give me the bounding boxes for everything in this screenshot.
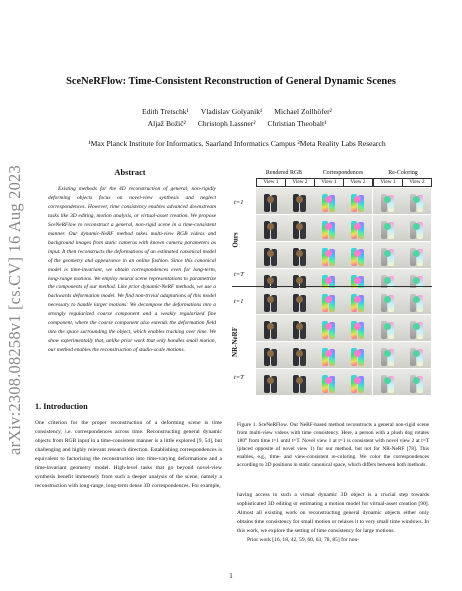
author: Christian Theobalt¹ [267, 118, 327, 128]
author: Vladislav Golyanik¹ [200, 107, 263, 116]
figure-cell-rgb [256, 342, 285, 368]
figure-cell-rgb [285, 188, 314, 214]
figure-cell-rgb [256, 288, 285, 314]
figure-cell-recol [402, 215, 431, 241]
plush-dog-shape [267, 323, 274, 330]
figure-col-head-recolor: Re-Coloring [388, 170, 418, 176]
figure-cell-corr [314, 188, 343, 214]
plush-dog-shape [267, 377, 274, 384]
figure-cell-corr [343, 369, 372, 395]
intro-paragraph-col1: One criterion for the proper reconstruction of a deforming scene is time consistency, i.e. correspondences across time. Reconstructing general dynamic objects from RGB input in a time-consistent manner is a little explored [9, 54], but challenging and highly relevant research direction. Establishing correspondences is equivalent to factorizing the reconstruction into time-varying deformations and a time-invariant geometry model. High-level tasks that go beyond novel-view synthesis benefit immensely from such a deeper analysis of the scene, namely a reconstruction with long-range, long-term dense 3D correspondences. For example, [35, 420, 222, 490]
figure-cell-rgb [285, 242, 314, 268]
figure-cell-corr [314, 288, 343, 314]
plush-dog-shape [384, 196, 391, 203]
teaser-figure: Rendered RGB Correspondences Re-Coloring View 1 View 2 View 1 View 2 View 1 View 2 t=1 t=T t=1 t=T Ours NR-NeRF [232, 170, 432, 410]
figure-cell-rgb [285, 215, 314, 241]
figure-cell-recol [402, 288, 431, 314]
plush-dog-shape [354, 277, 361, 284]
plush-dog-shape [413, 377, 420, 384]
author: Michael Zollhöfer² [274, 107, 332, 116]
figure-cell-corr [314, 242, 343, 268]
figure-cell-corr [343, 315, 372, 341]
figure-cell-corr [314, 215, 343, 241]
figure-cell-recol [373, 342, 402, 368]
figure-cell-corr [314, 342, 343, 368]
plush-dog-shape [413, 323, 420, 330]
figure-cell-rgb [285, 315, 314, 341]
author-list [60, 106, 414, 129]
figure-caption: Figure 1. SceNeRFlow. Our NeRF-based method reconstructs a general non-rigid scene from multi-view videos with time consistency. Here, a person with a plush dog rotates 180° from time t=1 until t=T. Novel view 1 at t=1 is consistent with novel view 2 at t=T (placed opposite of novel view 1) for our method, but not for NR-NeRF [78]. This enables, e.g., time- and view-consistent re-coloring. We color the correspondences according to 3D positions in static canonical space, which differs between both methods. [237, 422, 429, 469]
plush-dog-shape [384, 350, 391, 357]
plush-dog-shape [267, 196, 274, 203]
figure-cell-recol [373, 315, 402, 341]
plush-dog-shape [325, 296, 332, 303]
plush-dog-shape [325, 350, 332, 357]
figure-cell-rgb [256, 215, 285, 241]
plush-dog-shape [325, 277, 332, 284]
row-label-t1: t=1 [234, 199, 244, 206]
plush-dog-shape [354, 323, 361, 330]
figure-method-divider [232, 286, 432, 287]
figure-cell-recol [402, 315, 431, 341]
plush-dog-shape [267, 223, 274, 230]
plush-dog-shape [296, 250, 303, 257]
plush-dog-shape [413, 277, 420, 284]
figure-cell-recol [373, 369, 402, 395]
intro-col2-text: having access to such a virtual dynamic 3D object is a crucial step towards sophisticated 3D editing or estimating a motion model for virtual-asset creation [90]. Almost all existing work on reconstructing general dynamic objects either only obtains time consistency for small motion or relaxes it to very small time windows. In this work, we explore the setting of time consistency for large motions. [237, 492, 429, 535]
figure-cell-corr [343, 215, 372, 241]
row-label-tT: t=T [234, 271, 244, 278]
view-label: View 2 [343, 178, 373, 187]
plush-dog-shape [267, 277, 274, 284]
plush-dog-shape [354, 250, 361, 257]
author: Edith Tretschk¹ [142, 107, 189, 116]
plush-dog-shape [384, 277, 391, 284]
view-label: View 2 [402, 178, 432, 187]
plush-dog-shape [384, 250, 391, 257]
row-label-tT: t=T [234, 374, 244, 381]
plush-dog-shape [413, 196, 420, 203]
abstract-body [48, 185, 216, 355]
plush-dog-shape [354, 296, 361, 303]
figure-cell-rgb [285, 288, 314, 314]
abstract-heading: Abstract [114, 168, 146, 177]
plush-dog-shape [325, 223, 332, 230]
plush-dog-shape [296, 323, 303, 330]
figure-cell-rgb [256, 242, 285, 268]
figure-cell-recol [402, 369, 431, 395]
figure-cell-recol [402, 342, 431, 368]
plush-dog-shape [267, 296, 274, 303]
plush-dog-shape [296, 223, 303, 230]
figure-cell-corr [314, 369, 343, 395]
plush-dog-shape [384, 223, 391, 230]
figure-cell-recol [402, 242, 431, 268]
figure-cell-recol [373, 188, 402, 214]
paper-title: SceNeRFlow: Time-Consistent Reconstruction of General Dynamic Scenes [66, 76, 396, 87]
plush-dog-shape [267, 250, 274, 257]
plush-dog-shape [267, 350, 274, 357]
author: Aljaž Božič² [147, 118, 186, 128]
author-line-1 [60, 106, 414, 118]
figure-cell-recol [373, 242, 402, 268]
page-number: 1 [229, 572, 233, 580]
figure-cell-corr [343, 188, 372, 214]
figure-cell-rgb [285, 369, 314, 395]
plush-dog-shape [384, 377, 391, 384]
plush-dog-shape [325, 323, 332, 330]
plush-dog-shape [413, 350, 420, 357]
figure-cell-recol [402, 188, 431, 214]
figure-cell-rgb [256, 369, 285, 395]
plush-dog-shape [296, 350, 303, 357]
plush-dog-shape [325, 377, 332, 384]
abstract-text: Existing methods for the 4D reconstruction of general, non-rigidly deforming objects focus on novel-view synthesis and neglect correspondences. However, time consistency enables advanced downstream tasks like 3D editing, motion analysis, or virtual-asset creation. We propose SceNeRFlow to reconstruct a general, non-rigid scene in a time-consistent manner. Our dynamic-NeRF method takes multi-view RGB videos and background images from static cameras with known camera parameters as input. It then reconstructs the deformations of an estimated canonical model of the geometry and appearance in an online fashion. Since this canonical model is time-invariant, we obtain correspondences even for long-term, long-range motions. We employ neural scene representations to parametrize the components of our method. Like prior dynamic-NeRF methods, we use a backwards deformation model. We find non-trivial adaptations of this model necessary to handle larger motions: We decompose the deformations into a strongly regularized coarse component and a weakly regularized fine component, where the coarse component also extends the deformation field into the space surrounding the object, which enables tracking over time. We show experimentally that, unlike prior work that only handles small motion, our method enables the reconstruction of studio-scale motions. [48, 186, 216, 354]
figure-cell-corr [343, 242, 372, 268]
plush-dog-shape [354, 196, 361, 203]
plush-dog-shape [296, 196, 303, 203]
figure-cell-rgb [256, 188, 285, 214]
section-heading-introduction: 1. Introduction [35, 402, 88, 411]
view-label: View 1 [314, 178, 344, 187]
plush-dog-shape [325, 196, 332, 203]
view-label: View 1 [373, 178, 403, 187]
affiliations: ¹Max Planck Institute for Informatics, Saarland Informatics Campus ²Meta Reality Labs Research [88, 139, 386, 148]
plush-dog-shape [384, 296, 391, 303]
plush-dog-shape [354, 223, 361, 230]
figure-cell-corr [343, 342, 372, 368]
author-line-2 [60, 118, 414, 130]
figure-cell-rgb [285, 342, 314, 368]
plush-dog-shape [413, 250, 420, 257]
figure-cell-recol [373, 288, 402, 314]
figure-cell-recol [373, 215, 402, 241]
plush-dog-shape [296, 377, 303, 384]
plush-dog-shape [325, 250, 332, 257]
arxiv-stamp: arXiv:2308.08258v1 [cs.CV] 16 Aug 2023 [5, 165, 24, 455]
plush-dog-shape [354, 377, 361, 384]
figure-col-head-corr: Correspondences [322, 170, 364, 176]
plush-dog-shape [384, 323, 391, 330]
plush-dog-shape [413, 296, 420, 303]
intro-col2-last-line: Prior work [16, 18, 42, 59, 60, 63, 78, 85] for non- [247, 537, 360, 544]
plush-dog-shape [296, 296, 303, 303]
figure-cell-rgb [256, 315, 285, 341]
plush-dog-shape [296, 277, 303, 284]
figure-col-head-rgb: Rendered RGB [265, 170, 303, 176]
view-label: View 2 [285, 178, 315, 187]
author: Christoph Lassner² [197, 118, 256, 128]
row-label-t1: t=1 [234, 298, 244, 305]
plush-dog-shape [413, 223, 420, 230]
figure-cell-corr [343, 288, 372, 314]
figure-cell-corr [314, 315, 343, 341]
view-label: View 1 [256, 178, 286, 187]
plush-dog-shape [354, 350, 361, 357]
intro-paragraph-col2 [237, 491, 429, 545]
